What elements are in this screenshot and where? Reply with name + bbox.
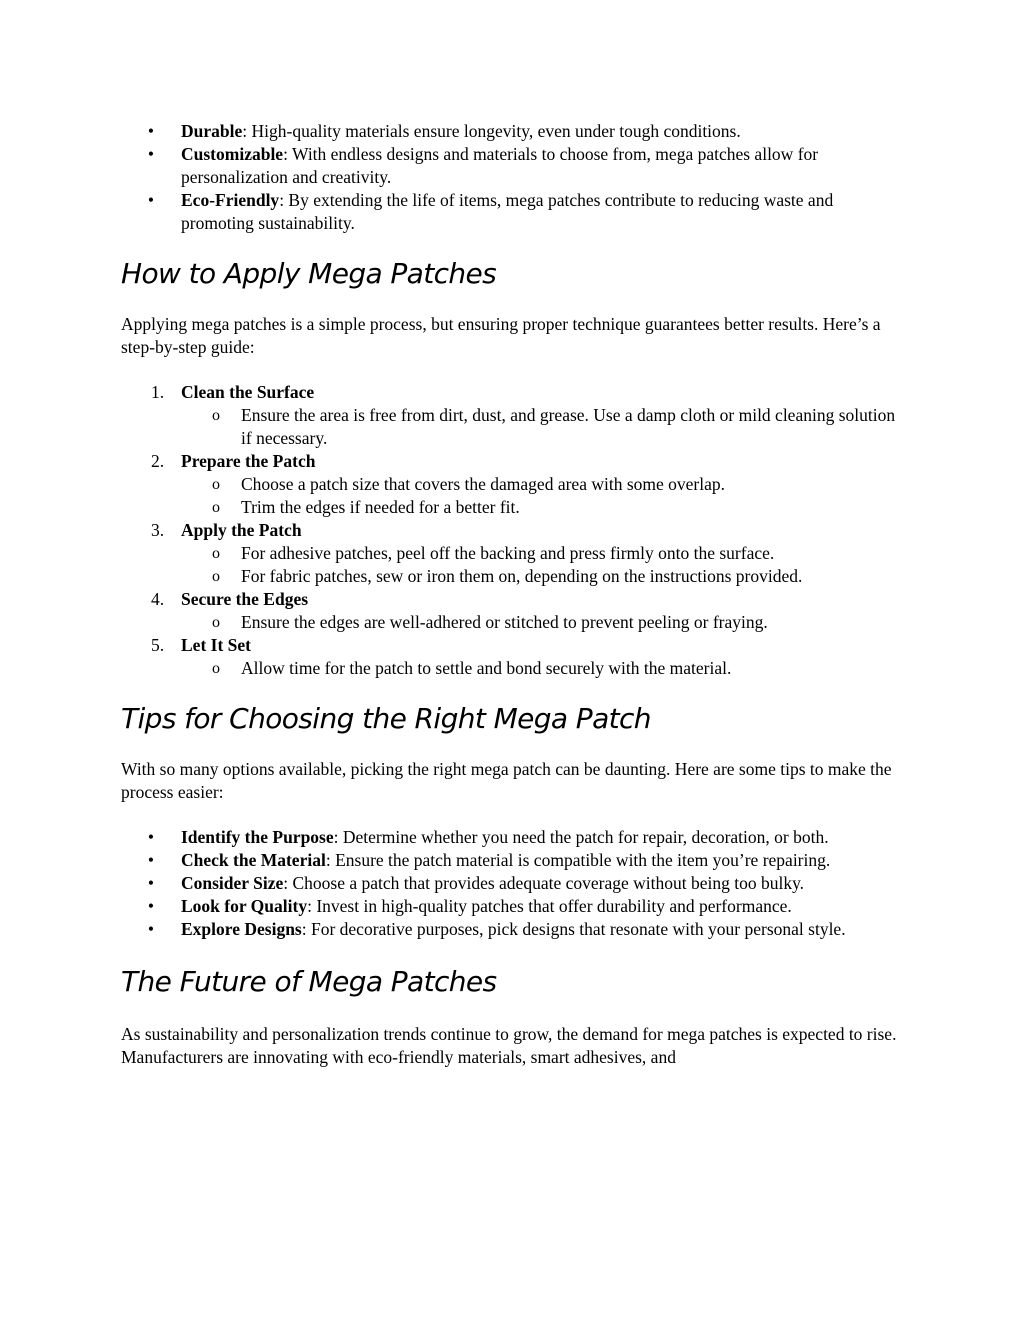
bullet-icon: • <box>147 873 155 893</box>
section-heading-tips: Tips for Choosing the Right Mega Patch <box>121 702 651 735</box>
sub-item: o Ensure the edges are well-adhered or stitched to prevent peeling or fraying. <box>212 612 768 632</box>
section-heading-future: The Future of Mega Patches <box>121 965 497 998</box>
bullet-icon: • <box>147 850 155 870</box>
bullet-icon: • <box>147 190 155 210</box>
benefits-list <box>121 120 901 235</box>
bullet-icon: • <box>147 121 155 141</box>
tips-intro: With so many options available, picking the right mega patch can be daunting. Here are some tips to make the process easier: <box>121 759 892 802</box>
step-item: 3. Apply the Patch o For adhesive patches, peel off the backing and press firmly onto the surface. o For fabric patches, sew or iron them on, depending on the instructions provided. <box>121 519 901 588</box>
list-item: • Consider Size: Choose a patch that provides adequate coverage without being too bulky. <box>121 872 901 895</box>
apply-intro: Applying mega patches is a simple process, but ensuring proper technique guarantees better results. Here’s a step-by-step guide: <box>121 314 881 357</box>
sub-item: o Choose a patch size that covers the damaged area with some overlap. <box>212 474 725 494</box>
list-item: • Look for Quality: Invest in high-quality patches that offer durability and performance. <box>121 895 901 918</box>
future-intro: As sustainability and personalization trends continue to grow, the demand for mega patches is expected to rise. Manufacturers are innovating with eco-friendly materials, smart adhesives, and <box>121 1024 897 1067</box>
circle-bullet-icon: o <box>212 499 220 516</box>
sub-item: o Allow time for the patch to settle and bond securely with the material. <box>212 658 732 678</box>
step-item: 2. Prepare the Patch o Choose a patch size that covers the damaged area with some overlap. o Trim the edges if needed for a better fit. <box>121 450 901 519</box>
sub-item: o For adhesive patches, peel off the backing and press firmly onto the surface. <box>212 543 775 563</box>
bullet-icon: • <box>147 827 155 847</box>
list-item: • Explore Designs: For decorative purposes, pick designs that resonate with your personal style. <box>121 918 901 941</box>
list-item: • Customizable: With endless designs and materials to choose from, mega patches allow for personalization and creativity. <box>121 143 901 189</box>
apply-steps-list <box>121 381 901 680</box>
document-content <box>121 120 901 1069</box>
sub-item: o For fabric patches, sew or iron them on, depending on the instructions provided. <box>212 566 803 586</box>
bullet-icon: • <box>147 896 155 916</box>
list-item: • Eco-Friendly: By extending the life of items, mega patches contribute to reducing waste and promoting sustainability. <box>121 189 901 235</box>
list-item: • Identify the Purpose: Determine whether you need the patch for repair, decoration, or both. <box>121 826 901 849</box>
bullet-icon: • <box>147 144 155 164</box>
step-item: 4. Secure the Edges o Ensure the edges are well-adhered or stitched to prevent peeling or fraying. <box>121 588 901 634</box>
circle-bullet-icon: o <box>212 614 220 631</box>
sub-item: o Trim the edges if needed for a better fit. <box>212 497 520 517</box>
list-item: • Check the Material: Ensure the patch material is compatible with the item you’re repairing. <box>121 849 901 872</box>
circle-bullet-icon: o <box>212 568 220 585</box>
step-item: 5. Let It Set o Allow time for the patch to settle and bond securely with the material. <box>121 634 901 680</box>
circle-bullet-icon: o <box>212 476 220 493</box>
circle-bullet-icon: o <box>212 545 220 562</box>
list-item: • Durable: High-quality materials ensure longevity, even under tough conditions. <box>121 120 901 143</box>
tips-list <box>121 826 901 941</box>
circle-bullet-icon: o <box>212 660 220 677</box>
bullet-icon: • <box>147 919 155 939</box>
step-item: 1. Clean the Surface o Ensure the area is free from dirt, dust, and grease. Use a damp cloth or mild cleaning solution if necessary. <box>121 381 901 450</box>
sub-item: o Ensure the area is free from dirt, dust, and grease. Use a damp cloth or mild cleaning solution if necessary. <box>212 405 896 448</box>
section-heading-apply: How to Apply Mega Patches <box>121 257 497 290</box>
circle-bullet-icon: o <box>212 407 220 424</box>
